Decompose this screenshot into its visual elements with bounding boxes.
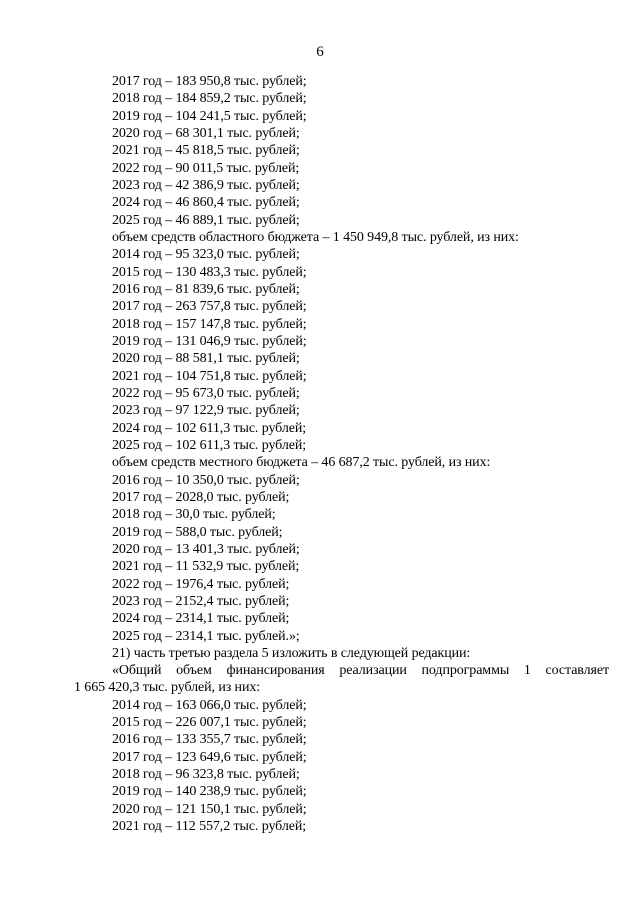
text-line: 2020 год – 121 150,1 тыс. рублей; — [112, 801, 307, 817]
text-line: 2017 год – 123 649,6 тыс. рублей; — [112, 749, 307, 765]
quoted-paragraph-continuation: 1 665 420,3 тыс. рублей, из них: — [74, 680, 261, 696]
text-line: 2016 год – 81 839,6 тыс. рублей; — [112, 281, 300, 297]
text-line: 2021 год – 11 532,9 тыс. рублей; — [112, 559, 300, 575]
document-body — [74, 73, 609, 835]
text-line: 2016 год – 133 355,7 тыс. рублей; — [112, 732, 307, 748]
quoted-paragraph-start: «Общий объем финансирования реализации подпрограммы 1 составляет — [112, 663, 609, 679]
section-heading-line: объем средств областного бюджета – 1 450 949,8 тыс. рублей, из них: — [112, 229, 519, 245]
text-line: 2022 год – 95 673,0 тыс. рублей; — [112, 385, 300, 401]
text-line: 2025 год – 102 611,3 тыс. рублей; — [112, 437, 307, 453]
text-line: 2025 год – 2314,1 тыс. рублей.»; — [112, 628, 300, 644]
text-line: 2023 год – 97 122,9 тыс. рублей; — [112, 403, 300, 419]
text-line: 2017 год – 183 950,8 тыс. рублей; — [112, 74, 307, 89]
text-line: 2020 год – 88 581,1 тыс. рублей; — [112, 351, 300, 367]
text-line: 2025 год – 46 889,1 тыс. рублей; — [112, 212, 300, 228]
page-number: 6 — [316, 44, 324, 60]
text-line: 2021 год – 112 557,2 тыс. рублей; — [112, 819, 307, 835]
text-line: 2022 год – 90 011,5 тыс. рублей; — [112, 160, 300, 176]
text-line: 2014 год – 95 323,0 тыс. рублей; — [112, 247, 300, 263]
text-line: 2024 год – 102 611,3 тыс. рублей; — [112, 420, 307, 436]
text-line: 2016 год – 10 350,0 тыс. рублей; — [112, 472, 300, 488]
text-line: 2019 год – 131 046,9 тыс. рублей; — [112, 333, 307, 349]
text-line: 2023 год – 2152,4 тыс. рублей; — [112, 593, 290, 609]
text-line: 2018 год – 30,0 тыс. рублей; — [112, 507, 276, 523]
text-line: 2024 год – 2314,1 тыс. рублей; — [112, 611, 290, 627]
section-heading-line: объем средств местного бюджета – 46 687,2 тыс. рублей, из них: — [112, 455, 491, 471]
text-line: 2019 год – 588,0 тыс. рублей; — [112, 524, 283, 540]
text-line: 2017 год – 263 757,8 тыс. рублей; — [112, 299, 307, 315]
text-line: 2020 год – 68 301,1 тыс. рублей; — [112, 125, 300, 141]
text-line: 2014 год – 163 066,0 тыс. рублей; — [112, 697, 307, 713]
text-line: 2018 год – 184 859,2 тыс. рублей; — [112, 91, 307, 107]
text-line: 2021 год – 104 751,8 тыс. рублей; — [112, 368, 307, 384]
text-line: 2019 год – 140 238,9 тыс. рублей; — [112, 784, 307, 800]
text-line: 2022 год – 1976,4 тыс. рублей; — [112, 576, 290, 592]
text-line: 2018 год – 157 147,8 тыс. рублей; — [112, 316, 307, 332]
amendment-line: 21) часть третью раздела 5 изложить в следующей редакции: — [112, 645, 471, 661]
text-line: 2015 год – 226 007,1 тыс. рублей; — [112, 715, 307, 731]
text-line: 2024 год – 46 860,4 тыс. рублей; — [112, 195, 300, 211]
text-line: 2020 год – 13 401,3 тыс. рублей; — [112, 541, 300, 557]
text-line: 2018 год – 96 323,8 тыс. рублей; — [112, 767, 300, 783]
text-line: 2021 год – 45 818,5 тыс. рублей; — [112, 143, 300, 159]
text-line: 2019 год – 104 241,5 тыс. рублей; — [112, 108, 307, 124]
text-line: 2023 год – 42 386,9 тыс. рублей; — [112, 177, 300, 193]
text-line: 2017 год – 2028,0 тыс. рублей; — [112, 489, 290, 505]
text-line: 2015 год – 130 483,3 тыс. рублей; — [112, 264, 307, 280]
